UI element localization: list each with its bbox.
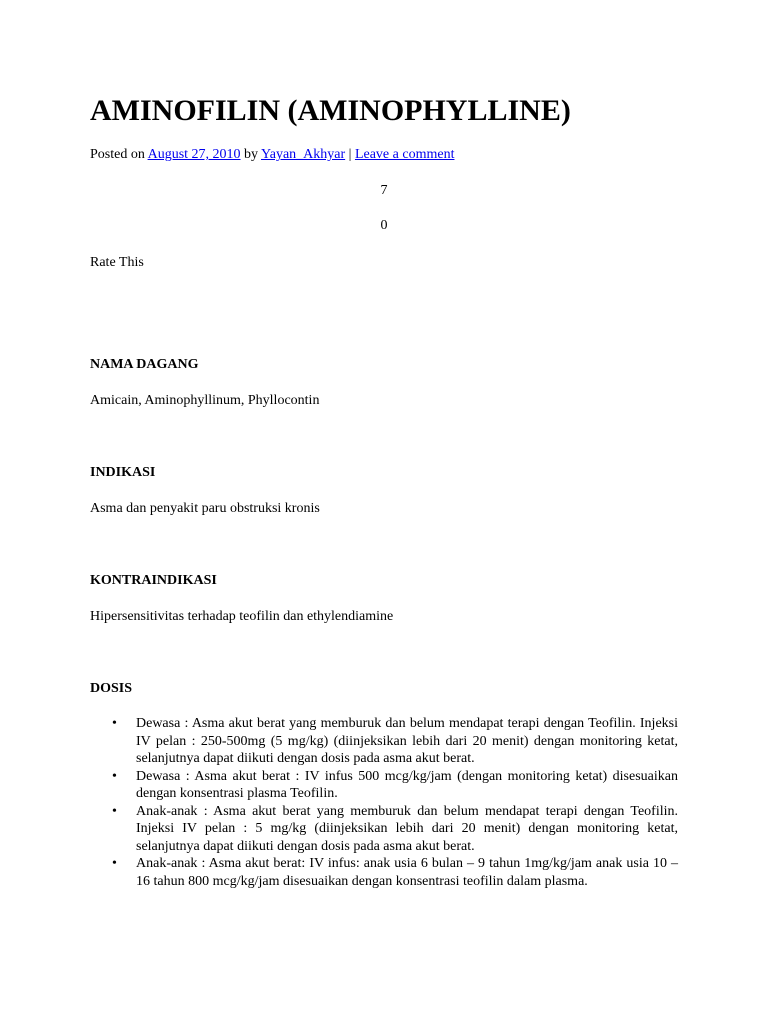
rating-down-count[interactable]: 0 bbox=[380, 218, 388, 233]
byline-separator: | bbox=[345, 147, 355, 162]
bullet-icon: • bbox=[112, 768, 117, 784]
bullet-icon: • bbox=[112, 803, 117, 819]
dosis-list-item bbox=[90, 715, 678, 768]
section-heading-dosis: DOSIS bbox=[90, 681, 133, 696]
dosis-item-text: Dewasa : Asma akut berat : IV infus 500 mcg/kg/jam (dengan monitoring ketat) disesuaikan dengan konsentrasi plasma Teofilin. bbox=[136, 768, 678, 801]
post-byline bbox=[90, 146, 454, 164]
section-heading-nama-dagang: NAMA DAGANG bbox=[90, 357, 199, 372]
post-title: AMINOFILIN (AMINOPHYLLINE) bbox=[90, 94, 571, 127]
section-text-kontraindikasi: Hipersensitivitas terhadap teofilin dan ethylendiamine bbox=[90, 609, 394, 624]
dosis-list-item bbox=[90, 855, 678, 890]
dosis-item-text: Anak-anak : Asma akut berat: IV infus: anak usia 6 bulan – 9 tahun 1mg/kg/jam anak usia 10 – 16 tahun 800 mcg/kg/jam disesuaikan dengan konsentrasi teofilin dalam plasma. bbox=[136, 856, 678, 889]
rating-up-count[interactable]: 7 bbox=[380, 183, 388, 198]
bullet-icon: • bbox=[112, 716, 117, 731]
dosis-item-text: Anak-anak : Asma akut berat yang memburuk dan belum mendapat terapi dengan Teofilin. Injeksi IV pelan : 5 mg/kg (diinjeksikan lebih dari 20 menit) dengan monitoring ketat, selanjutnya dapat diikuti dengan dosis pada asma akut berat. bbox=[136, 803, 678, 854]
section-text-indikasi: Asma dan penyakit paru obstruksi kronis bbox=[90, 501, 320, 516]
dosis-list-item bbox=[90, 768, 678, 803]
bullet-icon: • bbox=[112, 856, 117, 871]
author-link[interactable]: Yayan_Akhyar bbox=[261, 147, 346, 162]
section-text-nama-dagang: Amicain, Aminophyllinum, Phyllocontin bbox=[90, 393, 320, 408]
rate-this-label: Rate This bbox=[90, 255, 144, 270]
dosis-list bbox=[90, 715, 678, 890]
leave-comment-link[interactable]: Leave a comment bbox=[354, 147, 455, 162]
section-heading-indikasi: INDIKASI bbox=[90, 465, 156, 480]
dosis-item-text: Dewasa : Asma akut berat yang memburuk dan belum mendapat terapi dengan Teofilin. Injeksi IV pelan : 250-500mg (5 mg/kg) (diinjeksikan lebih dari 20 menit) dengan monitoring ketat, selanjutnya dapat diikuti dengan dosis pada asma akut berat. bbox=[136, 716, 678, 766]
by-label: by bbox=[240, 147, 262, 162]
posted-on-label: Posted on bbox=[90, 147, 148, 162]
dosis-list-item bbox=[90, 803, 678, 856]
section-heading-kontraindikasi: KONTRAINDIKASI bbox=[90, 573, 217, 588]
post-date-link[interactable]: August 27, 2010 bbox=[147, 147, 241, 162]
